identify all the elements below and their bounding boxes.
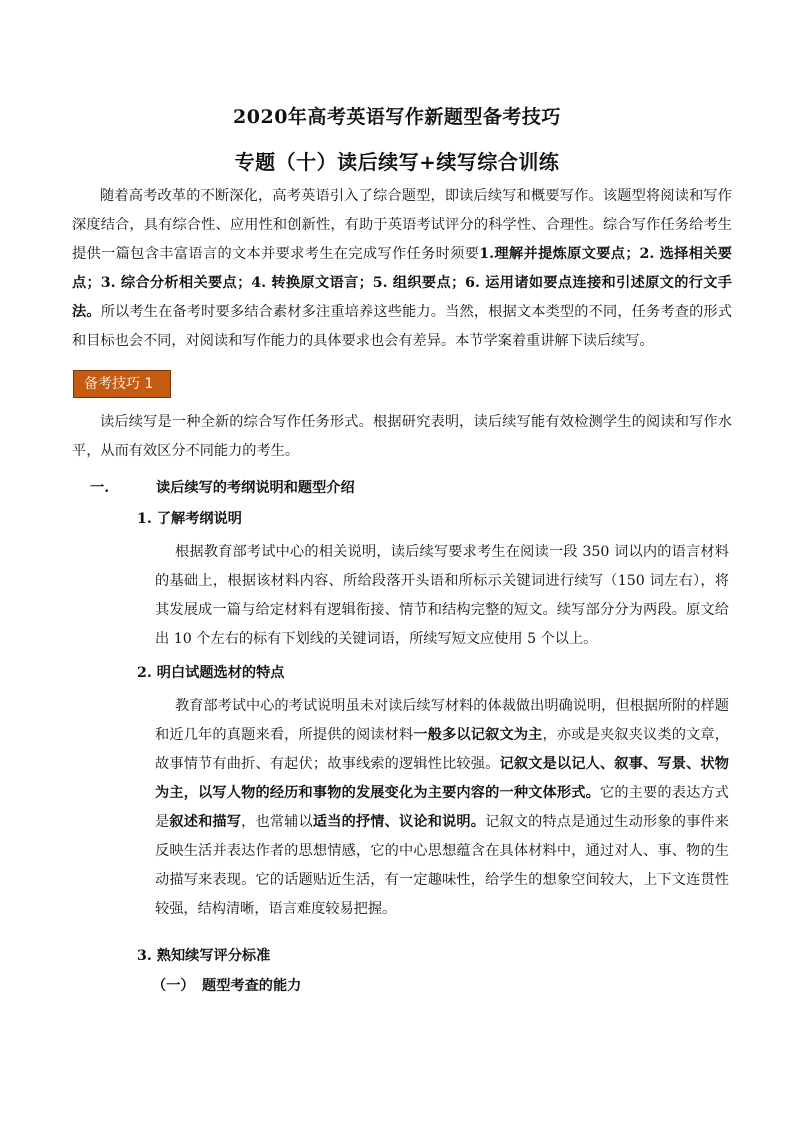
subsection-heading-3: 3. 熟知续写评分标准 (137, 948, 271, 964)
s2-text-c: ，亦或是夹叙夹议类的文章，故事情节有曲折、有起伏；故事线索的逻辑性比较强。 (155, 727, 729, 772)
sub-subsection-text: 题型考查的能力 (202, 978, 302, 994)
document-title: 2020年高考英语写作新题型备考技巧 (233, 106, 561, 128)
sub-subsection-heading (152, 975, 301, 995)
s2-bold-2: 记叙文是以记人、叙事、写景、状物为主，以写人物的经历和事物的发展变化为主要内容的一种文体形式。 (155, 756, 729, 801)
s2-text-a: 教育部考试中心的考试说明虽未对读后续写材料的体裁做出明确说明，但根据所附的样题和近几年的真题来看，所提供的阅读材料 (155, 698, 729, 743)
section-heading-1 (90, 477, 355, 497)
intro-text-b: 所以考生在备考时要多结合素材多注重培养这些能力。当然，根据文本类型的不同，任务考查的形式和目标也会不同，对阅读和写作能力的具体要求也会有差异。本节学案着重讲解下读后续写。 (72, 304, 732, 349)
subsection-1-paragraph: 根据教育部考试中心的相关说明，读后续写要求考生在阅读一段 350 词以内的语言材料的基础上，根据该材料内容、所给段落开头语和所标示关键词进行续写（150 词左右），将其发展成一篇与给定材料有逻辑衔接、情节和结构完整的短文。续写部分分为两段。原文给出 10 个左右的标有下划线的关键词语，所续写短文应使用 5 个以上。 (155, 544, 729, 647)
s2-bold-4: 适当的抒情、议论和说明。 (312, 814, 486, 830)
intro-text-bold: 1.理解并提炼原文要点；2. 选择相关要点；3. 综合分析相关要点；4. 转换原文语言；5. 组织要点；6. 运用诸如要点连接和引述原文的行文手法。 (72, 246, 732, 320)
s2-text-d: 它的主要的表达方式是 (155, 785, 729, 830)
document-subtitle: 专题（十）读后续写+续写综合训练 (234, 150, 560, 174)
section-badge: 备考技巧 1 (73, 370, 171, 398)
s2-text-f: 记叙文的特点是通过生动形象的事件来反映生活并表达作者的思想情感，它的中心思想蕴含在具体材料中，通过对人、事、物的生动描写来表现。它的话题贴近生活，有一定趣味性，给学生的想象空间较大，上下文连贯性较强，结构清晰，语言难度较易把握。 (155, 814, 729, 917)
section-number: 一. (90, 480, 110, 496)
sub-subsection-number: （一） (152, 978, 195, 994)
subsection-heading-2: 2. 明白试题选材的特点 (137, 665, 285, 681)
s2-bold-3: 叙述和描写 (169, 814, 242, 830)
read-paragraph: 读后续写是一种全新的综合写作任务形式。根据研究表明，读后续写能有效检测学生的阅读和写作水平，从而有效区分不同能力的考生。 (72, 414, 732, 459)
intro-paragraph (72, 182, 732, 356)
s2-bold-1: 一般多以记叙文为主 (413, 727, 543, 743)
s2-text-e: ，也常辅以 (241, 814, 313, 830)
section-heading-text: 读后续写的考纲说明和题型介绍 (156, 480, 355, 496)
subsection-heading-1: 1. 了解考纲说明 (137, 511, 242, 527)
subsection-2-paragraph (155, 692, 729, 924)
intro-text-a: 随着高考改革的不断深化，高考英语引入了综合题型，即读后续写和概要写作。该题型将阅读和写作深度结合，具有综合性、应用性和创新性，有助于英语考试评分的科学性、合理性。综合写作任务给考生提供一篇包含丰富语言的文本并要求考生在完成写作任务时须要 (72, 188, 732, 262)
